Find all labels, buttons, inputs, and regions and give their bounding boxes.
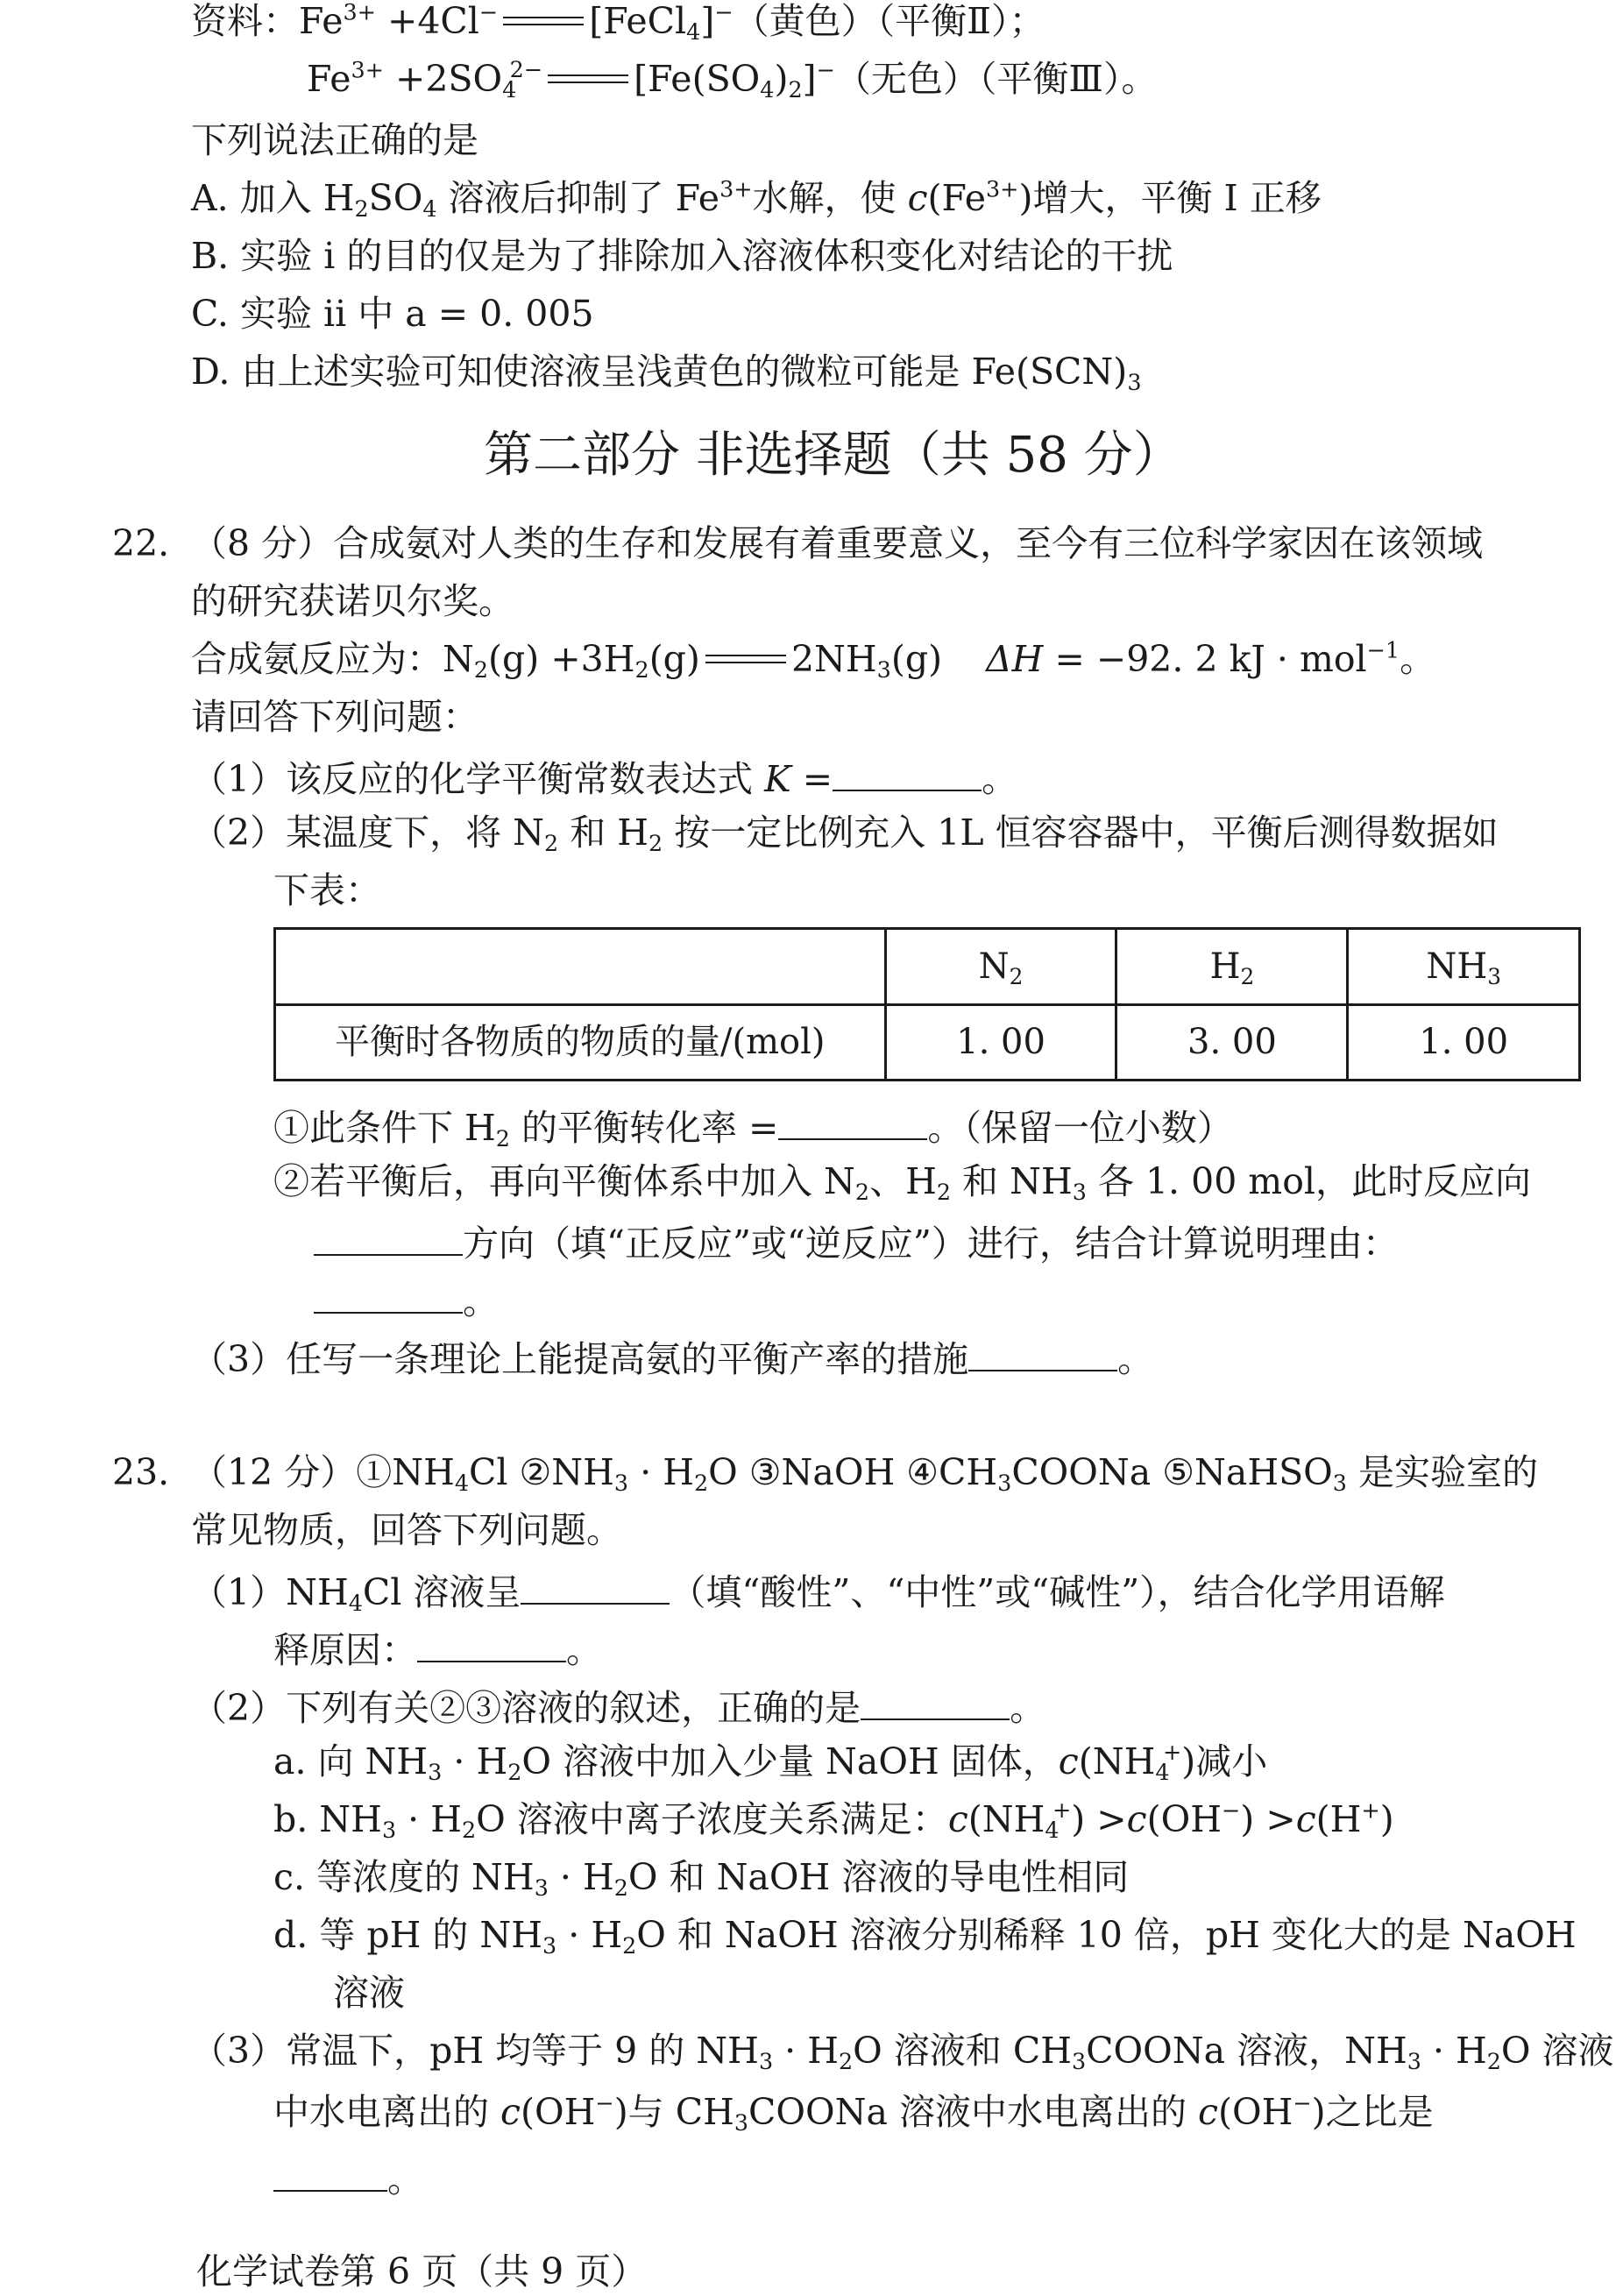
answer-blank[interactable] — [314, 1222, 463, 1256]
q23-option-c: c. 等浓度的 $NH_3 \cdot H_2O$ 和 NaOH 溶液的导电性相同 — [273, 1856, 1130, 1902]
q23-option-d-line-1: d. 等 pH 的 $NH_3 \cdot H_2O$ 和 NaOH 溶液分别稀释 10 倍，pH 变化大的是 NaOH — [273, 1914, 1577, 1959]
note-line-1: 资料：$Fe^{3+} +4Cl^-$ [FeCl$_4$]−（黄色）（平衡Ⅱ）； — [191, 0, 1045, 46]
q23-part-1-line-1: $(1)NH_4Cl$ 溶液呈 （填“酸性”、“中性”或“碱性”），结合化学用语解 — [191, 1570, 1445, 1616]
q21-prompt: 下列说法正确的是 — [191, 119, 478, 161]
table-header-row — [275, 929, 1580, 1005]
q22-sub-2-line-1: ②若平衡后，再向平衡体系中加入 $N_2$、$H_2$ 和 $NH_3$ 各 1. 00 mol，此时反应向 — [273, 1160, 1531, 1206]
q23-part-1-line-2: 释原因： 。 — [273, 1628, 602, 1671]
q23-part-3-line-1: （3）常温下，pH 均等于 9 的 $NH_3 \cdot H_2O$ 溶液和 $CH_3COONa$ 溶液，$NH_3 \cdot H_2O$ 溶液 — [191, 2030, 1614, 2075]
table-header-cell: $NH_3$ — [1348, 929, 1580, 1005]
q23-stem-line-2: 常见物质，回答下列问题。 — [191, 1509, 622, 1551]
section-heading: 第二部分 非选择题（共 58 分） — [484, 427, 1182, 484]
equilibrium-arrow-icon — [503, 12, 584, 32]
q21-option-b: B. 实验 i 的目的仅是为了排除加入溶液体积变化对结论的干扰 — [191, 235, 1173, 277]
q22-number: 22. — [112, 522, 170, 564]
table-cell: 1. 00 — [1348, 1004, 1580, 1081]
q23-option-b: b. $NH_3 \cdot H_2O$ 溶液中离子浓度关系满足：$c(NH_4^+) >c(OH^-) >c(H^+)$ — [273, 1796, 1394, 1844]
q23-option-d-line-2: 溶液 — [333, 1972, 405, 2014]
table-header-cell: $H_2$ — [1116, 929, 1348, 1005]
table-header-cell: $N_2$ — [885, 929, 1116, 1005]
page-footer: 化学试卷第 6 页（共 9 页） — [196, 2250, 648, 2292]
answer-blank[interactable] — [314, 1279, 463, 1314]
equilibrium-arrow-icon — [705, 650, 786, 670]
q22-reaction: 合成氨反应为：$N_2(g) +3H_2(g)$ $2NH_3(g) \Delta H = -92$. 2 kJ · mol$^{-1}$。 — [191, 636, 1436, 684]
q21-option-c: C. 实验 ii 中 a = 0. 005 — [191, 293, 594, 335]
q23-part-3-line-3: 。 — [273, 2158, 423, 2198]
q21-option-a: A. 加入 $H_2SO_4$ 溶液后抑制了 $Fe^{3+}$水解，使 $c(Fe^{3+})$增大，平衡 Ⅰ 正移 — [191, 175, 1322, 223]
answer-blank[interactable] — [968, 1337, 1117, 1371]
answer-blank[interactable] — [273, 2158, 387, 2192]
q23-part-2: （2）下列有关②③溶液的叙述，正确的是 。 — [191, 1686, 1046, 1729]
q23-stem-line-1: （12 分）$①NH_4Cl$ $②NH_3 \cdot H_2O$ ③NaOH $④CH_3COONa$ ⑤NaHSO$_3$ 是实验室的 — [191, 1451, 1539, 1497]
q22-sub-2-line-3: 。 — [314, 1279, 499, 1320]
q23-part-3-line-2: 中水电离出的 c(OH−)与 $CH_3COONa$ 溶液中水电离出的 c(OH−)之比是 — [273, 2089, 1434, 2137]
q22-part-2-line-1: （2）某温度下，将 $N_2$ 和 $H_2$ 按一定比例充入 1L 恒容容器中，平衡后测得数据如 — [191, 811, 1499, 857]
q22-stem-line-1: （8 分）合成氨对人类的生存和发展有着重要意义，至今有三位科学家因在该领域 — [191, 522, 1484, 564]
q23-option-a: a. 向 $NH_3 \cdot H_2O$ 溶液中加入少量 NaOH 固体，$c(NH_4^+)$减小 — [273, 1739, 1268, 1786]
answer-blank[interactable] — [417, 1628, 566, 1662]
table-row-label: 平衡时各物质的物质的量/(mol) — [275, 1004, 886, 1081]
q22-part-3: （3）任写一条理论上能提高氨的平衡产率的措施 。 — [191, 1337, 1154, 1380]
q22-please-answer: 请回答下列问题： — [191, 696, 478, 738]
table-header-cell — [275, 929, 886, 1005]
table-row — [275, 1004, 1580, 1081]
q22-sub-2-line-2: 方向（填“正反应”或“逆反应”）进行，结合计算说明理由： — [314, 1222, 1399, 1262]
q22-sub-1: ①此条件下 $H_2$ 的平衡转化率 = 。（保留一位小数） — [273, 1106, 1233, 1152]
answer-blank[interactable] — [778, 1106, 927, 1140]
answer-blank[interactable] — [833, 757, 982, 791]
q22-part-2-line-2: 下表： — [273, 869, 381, 911]
table-cell: 1. 00 — [885, 1004, 1116, 1081]
answer-blank[interactable] — [861, 1686, 1010, 1720]
q22-part-1: （1）该反应的化学平衡常数表达式 K = 。 — [191, 757, 1018, 800]
answer-blank[interactable] — [521, 1570, 670, 1605]
equilibrium-data-table — [273, 927, 1581, 1081]
note-line-2: $Fe^{3+} +2SO_4^{2-}$ $[Fe(SO_4)_2]^-$（无色）（平衡Ⅲ）。 — [307, 56, 1158, 103]
q21-option-d: D. 由上述实验可知使溶液呈浅黄色的微粒可能是 $Fe(SCN)_3$ — [191, 351, 1142, 396]
q23-number: 23. — [112, 1451, 170, 1493]
table-cell: 3. 00 — [1116, 1004, 1348, 1081]
q22-stem-line-2: 的研究获诺贝尔奖。 — [191, 580, 514, 622]
equilibrium-arrow-icon — [548, 70, 628, 89]
